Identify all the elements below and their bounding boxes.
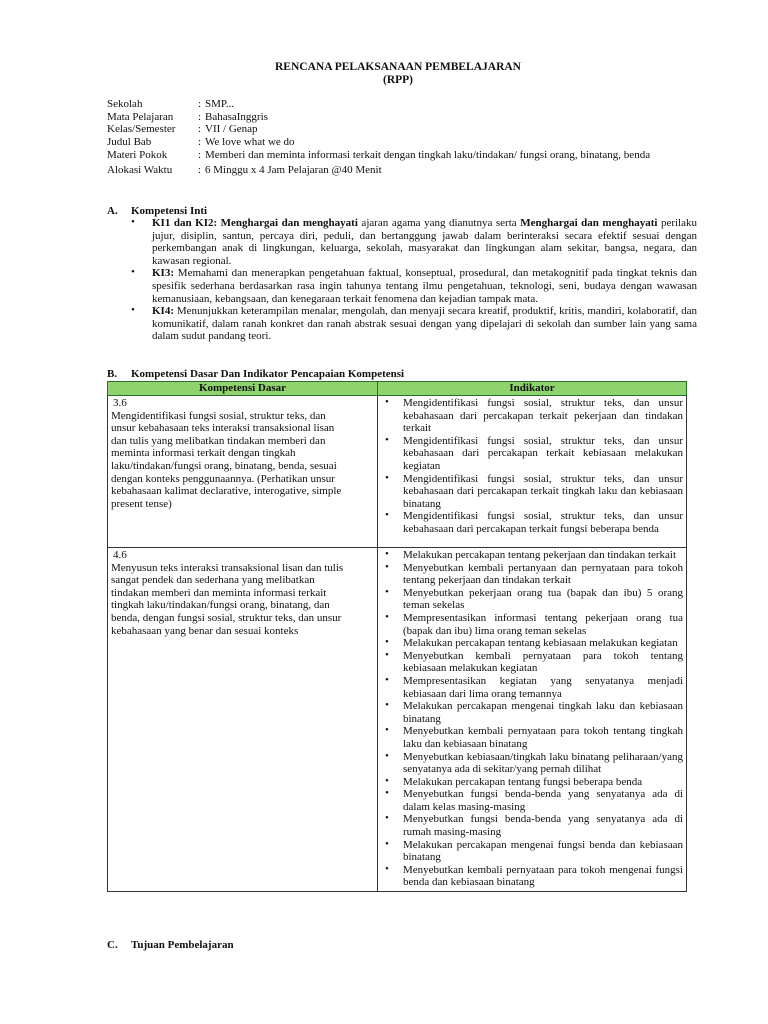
indicator-item (381, 562, 683, 587)
indicator-item (381, 839, 683, 864)
kd-number: 3.6 (113, 397, 127, 409)
info-label: Judul Bab (107, 135, 152, 148)
indicator-text: Melakukan percakapan tentang kebiasaan melakukan kegiatan (403, 637, 678, 650)
kompetensi-inti-list (129, 217, 697, 343)
section-letter: A. (107, 205, 118, 217)
info-row-kelas-semester (107, 123, 707, 136)
indicator-text: Menyebutkan fungsi benda-benda yang senyatanya ada di rumah masing-masing (403, 813, 683, 839)
indicator-item (381, 788, 683, 813)
indicator-list (381, 549, 683, 889)
bullet-icon: • (385, 699, 389, 712)
document-title: RENCANA PELAKSANAAN PEMBELAJARAN (275, 61, 521, 73)
ki-lead: KI4: (152, 305, 174, 318)
indicator-item (381, 397, 683, 435)
indicator-item (381, 650, 683, 675)
info-row-sekolah (107, 98, 707, 111)
kompetensi-table (107, 381, 687, 892)
table-row (108, 396, 687, 548)
bullet-icon: • (385, 585, 389, 598)
indicator-item (381, 751, 683, 776)
info-label: Alokasi Waktu (107, 164, 173, 177)
info-colon: : (198, 98, 202, 110)
ki-lead: KI1 dan KI2: Menghargai dan menghayati (152, 217, 358, 229)
info-colon: : (198, 135, 202, 148)
ki-item (129, 217, 697, 267)
bullet-icon: • (385, 548, 389, 560)
info-value: BahasaInggris (205, 110, 268, 123)
indicator-text: Melakukan percakapan tentang fungsi beberapa benda (403, 775, 643, 788)
section-title: Tujuan Pembelajaran (131, 939, 234, 951)
info-value: SMP... (205, 98, 235, 110)
ki-text: ajaran agama yang dianutnya serta (357, 217, 521, 229)
info-colon: : (198, 149, 202, 162)
info-row-alokasi-waktu (107, 164, 707, 177)
ki-item (129, 267, 697, 305)
section-letter: C. (107, 939, 118, 951)
bullet-icon: • (385, 636, 389, 649)
info-label: Materi Pokok (107, 149, 168, 162)
info-label: Kelas/Semester (107, 123, 176, 136)
section-b-heading (107, 368, 404, 381)
indicator-text: Menyebutkan kembali pernyataan para tokoh tentang kebiasaan melakukan kegiatan (403, 649, 683, 675)
info-row-mata-pelajaran (107, 111, 707, 124)
kd-text: Mengidentifikasi fungsi sosial, struktur teks, dan unsur kebahasaan teks interaksi transaksional lisan dan tulis yang melibatkan tindakan memberi dan meminta informasi terkait dengan tingkah laku/tindakan/fungsi orang, binatang, benda, sesuai dengan konteks penggunaannya. (Perhatikan unsur kebahasaan kalimat declarative, interogative, simple present tense) (111, 409, 342, 510)
indicator-text: Menyebutkan pekerjaan orang tua (bapak dan ibu) 5 orang teman sekelas (403, 586, 683, 612)
bullet-icon: • (385, 433, 389, 446)
indicator-text: Mempresentasikan informasi tentang pekerjaan orang tua (bapak dan ibu) lima orang teman sekelas (403, 611, 683, 637)
indicator-item (381, 637, 683, 650)
indicator-text: Menyebutkan kembali pernyataan para tokoh mengenai fungsi benda dan kebiasaan binatang (403, 863, 683, 889)
indicator-item (381, 510, 683, 535)
bullet-icon: • (131, 304, 135, 317)
ki-lead: KI3: (152, 267, 174, 280)
info-label: Sekolah (107, 98, 143, 110)
section-title: Kompetensi Dasar Dan Indikator Pencapaian Kompetensi (131, 368, 405, 380)
bullet-icon: • (385, 610, 389, 623)
bullet-icon: • (385, 787, 389, 800)
indicator-text: Menyebutkan kebiasaan/tingkah laku binatang peliharaan/yang senyatanya ada di sekitar/yang pernah dilihat (403, 750, 683, 776)
info-row-materi-pokok (107, 148, 707, 162)
table-row (108, 548, 687, 892)
section-title: Kompetensi Inti (131, 205, 208, 217)
section-letter: B. (107, 368, 118, 380)
indicator-text: Mempresentasikan kegiatan yang senyatanya menjadi kebiasaan dari lima orang temannya (403, 674, 683, 700)
bullet-icon: • (385, 648, 389, 661)
info-row-judul-bab (107, 136, 707, 149)
indicator-cell (378, 396, 687, 548)
kd-text: Menyusun teks interaksi transaksional lisan dan tulis sangat pendek dan sederhana yang melibatkan tindakan memberi dan meminta informasi terkait tingkah laku/tindakan/fungsi orang, binatang, dan benda, dengan fungsi sosial, struktur teks, dan unsur kebahasaan yang benar dan sesuai konteks (111, 561, 344, 637)
bullet-icon: • (385, 837, 389, 850)
indicator-text: Menyebutkan kembali pernyataan para tokoh tentang tingkah laku dan kebiasaan binatang (403, 725, 683, 750)
bullet-icon: • (131, 266, 135, 279)
ki-item (129, 305, 697, 343)
info-colon: : (198, 164, 202, 177)
indicator-text: Melakukan percakapan tentang pekerjaan dan tindakan terkait (403, 549, 677, 561)
info-value: Memberi dan meminta informasi terkait dengan tingkah laku/tindakan/ fungsi orang, binatang, benda (205, 149, 651, 162)
info-label: Mata Pelajaran (107, 110, 174, 123)
bullet-icon: • (131, 216, 135, 228)
indicator-item (381, 435, 683, 473)
kd-cell (108, 548, 378, 892)
indicator-text: Melakukan percakapan mengenai tingkah laku dan kebiasaan binatang (403, 700, 683, 725)
info-value: VII / Genap (205, 123, 258, 136)
bullet-icon: • (385, 560, 389, 573)
bullet-icon: • (385, 673, 389, 686)
indicator-item (381, 725, 683, 750)
bullet-icon: • (385, 396, 389, 408)
indicator-list (381, 397, 683, 536)
document-subtitle: (RPP) (382, 74, 413, 86)
kd-number: 4.6 (113, 549, 127, 561)
identity-block (107, 98, 707, 177)
bullet-icon: • (385, 812, 389, 825)
indicator-text: Menyebutkan kembali pertanyaan dan pernyataan para tokoh tentang pekerjaan dan tindakan terkait (403, 561, 683, 587)
indicator-item (381, 700, 683, 725)
indicator-text: Mengidentifikasi fungsi sosial, struktur teks, dan unsur kebahasaan dari percakapan terkait tingkah laku dan kebiasaan binatang (403, 472, 683, 510)
indicator-item (381, 549, 683, 562)
indicator-text: Melakukan percakapan mengenai fungsi benda dan kebiasaan binatang (403, 838, 683, 864)
indicator-text: Mengidentifikasi fungsi sosial, struktur teks, dan unsur kebahasaan dari percakapan terkait kebiasaan melakukan kegiatan (403, 434, 683, 472)
indicator-text: Menyebutkan fungsi benda-benda yang senyatanya ada di dalam kelas masing-masing (403, 788, 683, 813)
bullet-icon: • (385, 509, 389, 522)
header-kompetensi-dasar: Kompetensi Dasar (108, 382, 378, 396)
section-a-heading (107, 205, 207, 218)
indicator-item (381, 612, 683, 637)
ki-text: Memahami dan menerapkan pengetahuan faktual, konseptual, prosedural, dan metakognitif pada tingkat teknis dan spesifik sederhana berdasarkan rasa ingin tahunya tentang ilmu pengetahuan, teknologi, seni, budaya dengan wawasan kemanusiaan, kebangsaan, dan kenegaraan terkait fenomena dan kejadian tampak mata. (152, 267, 697, 305)
bullet-icon: • (385, 471, 389, 484)
indicator-item (381, 473, 683, 511)
indicator-item (381, 864, 683, 889)
indicator-text: Mengidentifikasi fungsi sosial, struktur teks, dan unsur kebahasaan dari percakapan terkait fungsi beberapa benda (403, 510, 683, 535)
kd-cell (108, 396, 378, 548)
header-indikator: Indikator (378, 382, 687, 396)
info-value: 6 Minggu x 4 Jam Pelajaran @40 Menit (205, 164, 382, 177)
indicator-text: Mengidentifikasi fungsi sosial, struktur teks, dan unsur kebahasaan dari percakapan terkait pekerjaan dan tindakan terkait (403, 397, 683, 435)
bullet-icon: • (385, 774, 389, 787)
bullet-icon: • (385, 749, 389, 762)
info-colon: : (198, 110, 202, 123)
ki-mid: Menghargai dan menghayati (520, 217, 658, 229)
indicator-item (381, 675, 683, 700)
indicator-item (381, 813, 683, 838)
info-value: We love what we do (205, 135, 295, 148)
info-colon: : (198, 123, 202, 136)
indicator-item (381, 587, 683, 612)
ki-tail: perilaku jujur, disiplin, santun, percaya diri, peduli, dan bertanggung jawab dalam berinteraksi secara efektif sesuai dengan perkembangan anak di lingkungan, keluarga, sekolah, masyarakat dan lingkungan alam sekitar, bangsa, negara, dan kawasan regional. (152, 217, 697, 267)
section-c-heading (107, 939, 234, 952)
table-header-row (108, 382, 687, 396)
indicator-item (381, 776, 683, 789)
indicator-cell (378, 548, 687, 892)
ki-text: Menunjukkan keterampilan menalar, mengolah, dan menyaji secara kreatif, produktif, kritis, mandiri, kolaboratif, dan komunikatif, dalam ranah konkret dan ranah abstrak sesuai dengan yang dipelajari di sekolah dan sumber lain yang sama dalam sudut pandang teori. (152, 305, 697, 343)
bullet-icon: • (385, 724, 389, 737)
bullet-icon: • (385, 862, 389, 875)
